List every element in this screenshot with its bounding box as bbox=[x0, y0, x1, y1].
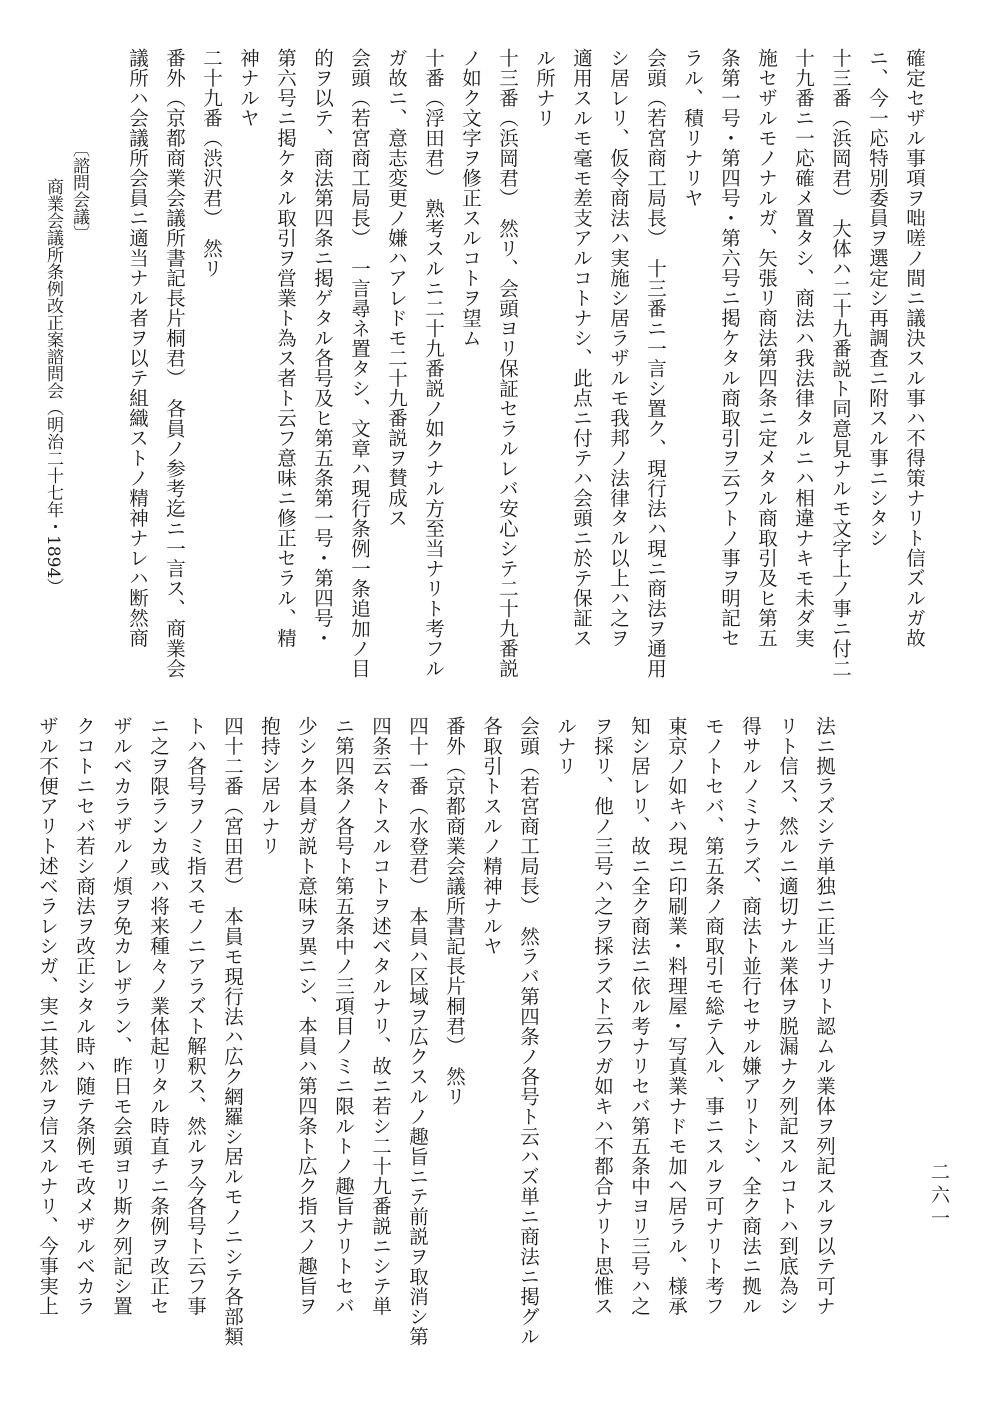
text-line: ラル、積リナリヤ bbox=[681, 48, 704, 208]
text-line: 会頭（若宮商工局長） 然ラバ第四条ノ各号ト云ハズ単ニ商法ニ掲グル bbox=[517, 716, 540, 1347]
text-line: リト信ス、然ルニ適切ナル業体ヲ脱漏ナク列記スルコトハ到底為シ bbox=[776, 716, 799, 1316]
text-line: 各取引トスルノ精神ナルヤ bbox=[480, 716, 503, 956]
text-line: 十番（浮田君） 熟考スルニ二十九番説ノ如クナル方至当ナリト考フル bbox=[422, 48, 445, 679]
text-line: 条第一号・第四号・第六号ニ掲ケタル商取引ヲ云フトノ事ヲ明記セ bbox=[718, 48, 741, 648]
text-line: 適用スルモ毫モ差支アルコトナシ、此点ニ付テハ会頭ニ於テ保証ス bbox=[570, 48, 593, 648]
text-line: 番外（京都商業会議所書記長片桐君） 然リ bbox=[443, 716, 466, 1107]
text-line: 二十九番（渋沢君） 然リ bbox=[200, 48, 223, 279]
text-line: 確定セザル事項ヲ咄嗟ノ間ニ議決スル事ハ不得策ナリト信ズルガ故 bbox=[903, 48, 926, 648]
text-line: 神ナルヤ bbox=[237, 48, 260, 128]
text-line: 四条云々トスルコトヲ述ベタルナリ、故ニ若シ二十九番説ニシテ単 bbox=[369, 716, 392, 1316]
text-line: 東京ノ如キハ現ニ印刷業・料理屋・写真業ナドモ加ヘ居ラル、様承 bbox=[665, 716, 688, 1316]
text-line: 会頭（若宮商工局長） 一言尋ネ置タシ、文章ハ現行条例一条追加ノ目 bbox=[348, 48, 371, 679]
text-line: 法ニ拠ラズシテ単独ニ正当ナリト認ムル業体ヲ列記スルヲ以テ可ナ bbox=[813, 716, 836, 1316]
text-line: 議所ハ会議所会員ニ適当ナル者ヲ以テ組織ストノ精神ナレハ断然商 bbox=[126, 48, 149, 648]
text-line: 抱持シ居ルナリ bbox=[258, 716, 281, 856]
text-line: ニ第四条ノ各号ト第五条中ノ三項目ノミニ限ルトノ趣旨ナリトセバ bbox=[332, 716, 355, 1316]
text-line: 十三番（浜岡君） 大体ハ二十九番説ト同意見ナルモ文字上ノ事ニ付二 bbox=[829, 48, 852, 679]
text-line: ヲ採リ、他ノ三号ハ之ヲ採ラズト云フガ如キハ不都合ナリト思惟ス bbox=[591, 716, 614, 1316]
text-line: ガ故ニ、意志変更ノ嫌ハアレドモ二十九番説ヲ賛成ス bbox=[385, 48, 408, 528]
text-line: ニ之ヲ限ランカ或ハ将来種々ノ業体起リタル時直チニ条例ヲ改正セ bbox=[147, 716, 170, 1316]
text-line: 番外（京都商業会議所書記長片桐君） 各員ノ参考迄ニ一言ス、商業会 bbox=[163, 48, 186, 679]
text-line: 四十一番（水登君） 本員ハ区域ヲ広クスルノ趣旨ニテ前説ヲ取消シ第 bbox=[406, 716, 429, 1347]
text-line: ル所ナリ bbox=[533, 48, 556, 128]
upper-text-block bbox=[73, 48, 933, 688]
page-number: 二六一 bbox=[928, 1162, 950, 1231]
text-line: 施セザルモノナルガ、矢張リ商法第四条ニ定メタル商取引及ヒ第五 bbox=[755, 48, 778, 648]
lower-text-block bbox=[36, 716, 843, 1356]
running-header bbox=[40, 140, 92, 595]
text-line: クコトニセバ若シ商法ヲ改正シタル時ハ随テ条例モ改メザルベカラ bbox=[73, 716, 96, 1316]
text-line: 得サルノミナラズ、商法ト並行セサル嫌アリトシ、全ク商法ニ拠ル bbox=[739, 716, 762, 1316]
text-line: 十九番ニ一応確メ置タシ、商法ハ我法律タルニハ相違ナキモ未ダ実 bbox=[792, 48, 815, 648]
text-line: 少シク本員ガ説ト意味ヲ異ニシ、本員ハ第四条ト広ク指スノ趣旨ヲ bbox=[295, 716, 318, 1316]
text-line: 的ヲ以テ、商法第四条ニ掲ゲタル各号及ヒ第五条第一号・第四号・ bbox=[311, 48, 334, 648]
text-line: トハ各号ヲノミ指スモノニアラズト解釈ス、然ルヲ今各号ト云フ事 bbox=[184, 716, 207, 1316]
text-line: モノトセバ、第五条ノ商取引モ総テ入ル、事ニスルヲ可ナリト考フ bbox=[702, 716, 725, 1316]
text-line: ニ、今一応特別委員ヲ選定シ再調査ニ附スル事ニシタシ bbox=[866, 48, 889, 548]
document-title: 商業会議所条例改正案諮問会（明治二十七年・1894） bbox=[43, 178, 63, 596]
text-line: ノ如ク文字ヲ修正スルコトヲ望ム bbox=[459, 48, 482, 348]
text-line: 会頭（若宮商工局長） 十三番ニ一言シ置ク、現行法ハ現ニ商法ヲ通用 bbox=[644, 48, 667, 679]
text-line: 十三番（浜岡君） 然リ、会頭ヨリ保証セラルレバ安心シテ二十九番説 bbox=[496, 48, 519, 679]
text-line: 知シ居レリ、故ニ全ク商法ニ依ル考ナリセバ第五条中ヨリ三号ハ之 bbox=[628, 716, 651, 1316]
text-line: ルナリ bbox=[554, 716, 577, 776]
text-line: 四十二番（宮田君） 本員モ現行法ハ広ク網羅シ居ルモノニシテ各部類 bbox=[221, 716, 244, 1347]
text-line: 第六号ニ掲ケタル取引ヲ営業ト為ス者ト云フ意味ニ修正セラル、精 bbox=[274, 48, 297, 648]
text-line: シ居レリ、仮令商法ハ実施シ居ラザルモ我邦ノ法律タル以上ハ之ヲ bbox=[607, 48, 630, 648]
text-line: ザル不便アリト述ベラレシガ、実ニ其然ルヲ信スルナリ、今事実上 bbox=[36, 716, 59, 1316]
text-line: ザルベカラザルノ煩ヲ免カレザラン、昨日モ会頭ヨリ斯ク列記シ置 bbox=[110, 716, 133, 1316]
section-label: 〔諮問会議〕 bbox=[69, 140, 89, 242]
